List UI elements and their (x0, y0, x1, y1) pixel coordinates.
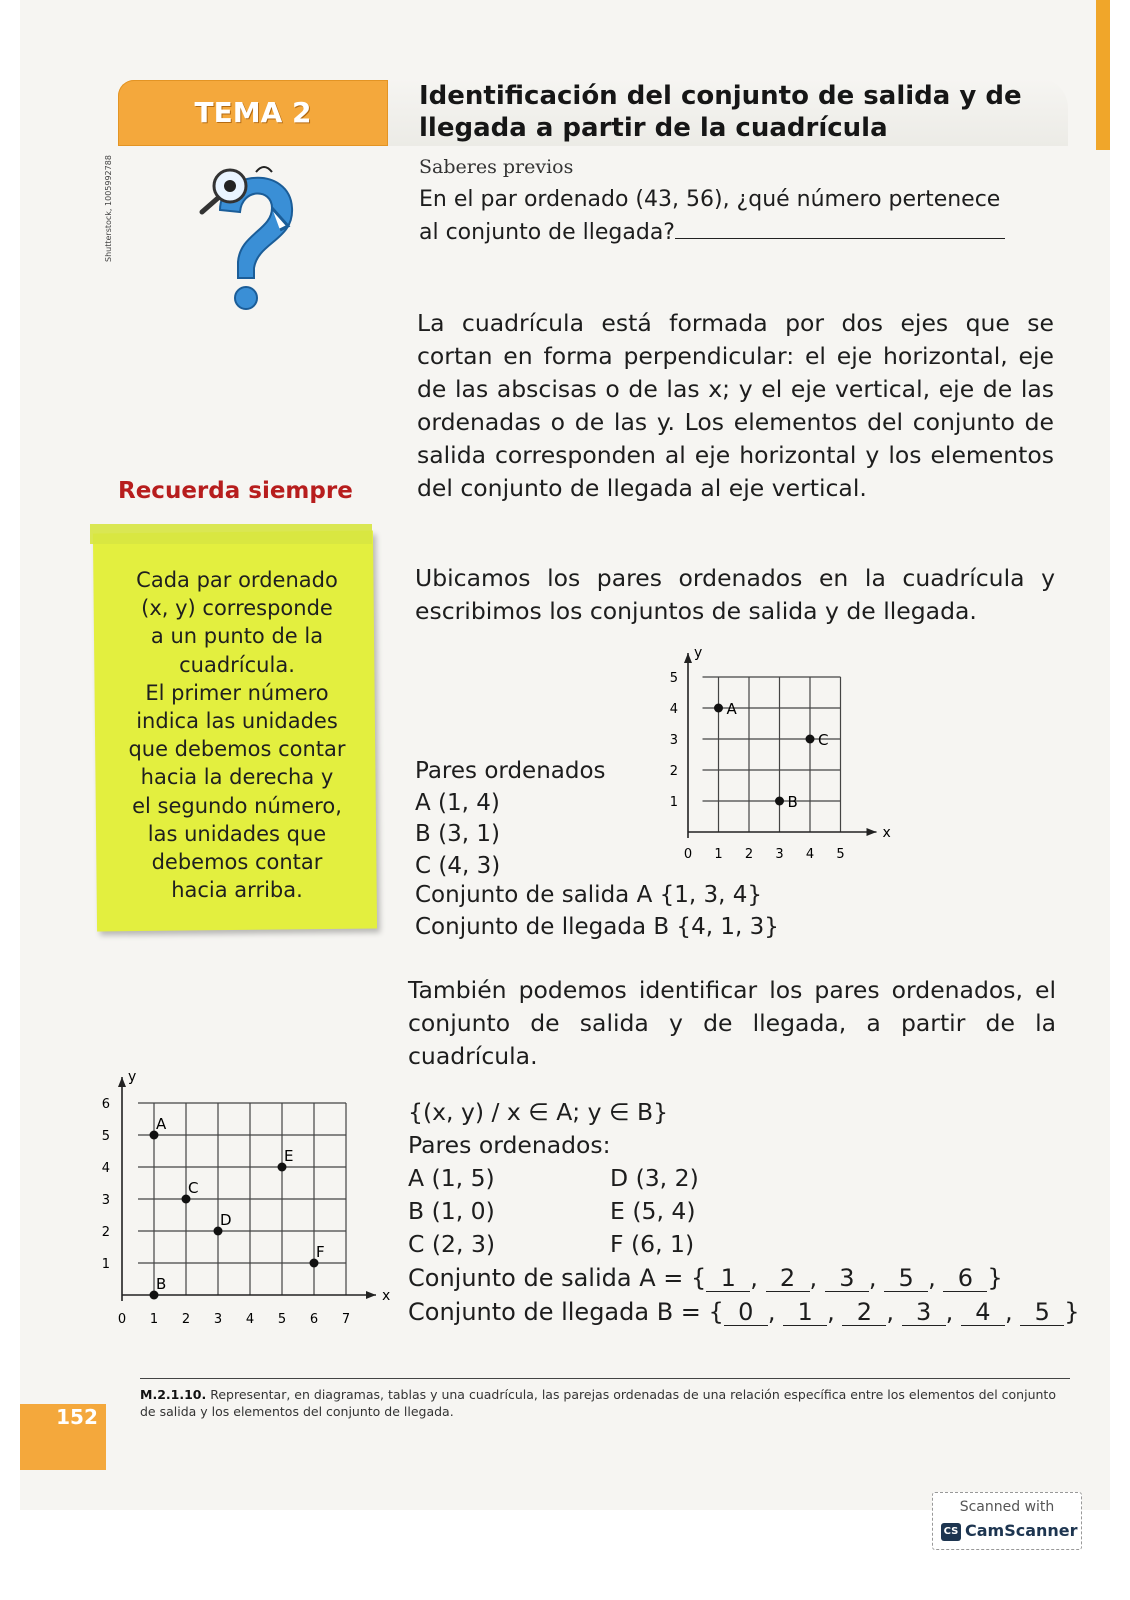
question-mark-mascot-icon (180, 150, 320, 320)
page-number: 152 (56, 1405, 98, 1429)
scanner-watermark (932, 1492, 1082, 1550)
point-label: A (726, 700, 737, 718)
pair-item: F (6, 1) (610, 1230, 695, 1258)
pair-item: C (2, 3) (408, 1230, 496, 1258)
question-line-2 (419, 216, 1059, 249)
y-axis-label: y (694, 645, 703, 661)
llegada-answer (408, 1298, 1080, 1326)
pair-item: A (1, 5) (408, 1164, 495, 1192)
tambien-paragraph: También podemos identificar los pares ordenados, el conjunto de salida y de llegada, a partir de la cuadrícula. (408, 976, 1056, 1070)
y-axis-arrow (118, 1077, 126, 1087)
x-axis-arrow (867, 828, 877, 836)
close-brace: } (987, 1264, 1003, 1292)
example1-sets (415, 880, 779, 943)
question-line-1: En el par ordenado (43, 56), ¿qué número pertenece (419, 187, 1001, 212)
salida-set: Conjunto de salida A {1, 3, 4} (415, 882, 763, 908)
x-tick-label: 3 (775, 847, 784, 862)
note-line: hacia arriba. (171, 878, 303, 903)
tema-label: TEMA 2 (194, 96, 312, 129)
pairs-title: Pares ordenados: (408, 1131, 611, 1159)
note-line: a un punto de la (150, 624, 324, 649)
point-label: D (220, 1211, 232, 1229)
point-b (775, 797, 784, 806)
pair-item: C (4, 3) (415, 852, 501, 879)
pairs-title: Pares ordenados (415, 758, 606, 784)
point-label: A (156, 1115, 167, 1133)
x-tick-label: 6 (309, 1312, 319, 1327)
x-tick-label: 4 (805, 847, 815, 862)
point-label: B (156, 1275, 167, 1293)
separator: , (945, 1298, 954, 1326)
pair-item: D (3, 2) (610, 1164, 699, 1192)
x-tick-label: 2 (181, 1312, 191, 1327)
close-brace: } (1064, 1298, 1080, 1326)
y-tick-label: 3 (101, 1193, 110, 1208)
example2-pairs (408, 1096, 699, 1261)
llegada-blank: 1 (783, 1299, 827, 1326)
llegada-blank: 3 (902, 1299, 946, 1326)
recuerda-text (103, 566, 371, 904)
recuerda-title: Recuerda siempre (118, 478, 353, 504)
separator: , (809, 1264, 818, 1292)
llegada-blank: 4 (961, 1299, 1005, 1326)
point-label: B (787, 793, 798, 811)
y-tick-label: 6 (101, 1097, 110, 1112)
y-axis-label: y (128, 1069, 137, 1085)
separator: , (928, 1264, 936, 1292)
y-tick-label: 1 (669, 795, 678, 810)
x-tick-label: 7 (341, 1312, 351, 1327)
y-tick-label: 2 (101, 1225, 110, 1240)
note-line: debemos contar (151, 850, 323, 875)
llegada-label: Conjunto de llegada B = { (408, 1298, 724, 1326)
note-line: hacia la derecha y (140, 765, 334, 790)
y-tick-label: 5 (101, 1129, 110, 1144)
point-c (806, 735, 815, 744)
title-line-1: Identificación del conjunto de salida y de (419, 81, 1022, 111)
example1-pairs (415, 756, 606, 882)
x-axis-arrow (366, 1291, 376, 1299)
note-line: (x, y) corresponde (141, 596, 333, 621)
tema-tab (118, 80, 388, 146)
saberes-label: Saberes previos (419, 156, 574, 178)
scanner-name: CamScanner (965, 1521, 1078, 1540)
x-axis-label: x (382, 1288, 390, 1304)
x-tick-label: 1 (714, 847, 723, 862)
pair-item: B (1, 0) (408, 1197, 495, 1225)
separator: , (767, 1298, 776, 1326)
note-line: las unidades que (147, 821, 327, 846)
llegada-blank: 5 (1020, 1299, 1064, 1326)
x-tick-label: 0 (683, 847, 693, 862)
camscanner-logo-icon: CS (941, 1523, 961, 1541)
salida-blank: 6 (943, 1265, 987, 1292)
llegada-blank: 2 (842, 1299, 886, 1326)
llegada-set: Conjunto de llegada B {4, 1, 3} (415, 913, 779, 940)
pair-item: E (5, 4) (610, 1197, 696, 1225)
standard-code: M.2.1.10. (140, 1387, 207, 1402)
footer-rule (140, 1378, 1070, 1379)
x-axis-label: x (882, 825, 891, 841)
salida-blank: 1 (706, 1265, 750, 1292)
salida-blank: 3 (825, 1265, 869, 1292)
saberes-question (419, 184, 1059, 249)
question-text-2: al conjunto de llegada? (419, 220, 675, 245)
grid-chart-1 (660, 640, 900, 880)
image-credit: Shutterstock, 1005992788 (104, 155, 113, 262)
pair-item: A (1, 4) (415, 789, 500, 816)
standard-text: Representar, en diagramas, tablas y una cuadrícula, las parejas ordenadas de una relación específica entre los elementos del conjunto de salida y los elementos del conjunto de llegada. (140, 1387, 1056, 1419)
relation: {(x, y) / x ∈ A; y ∈ B} (408, 1098, 669, 1126)
ubicamos-paragraph: Ubicamos los pares ordenados en la cuadrícula y escribimos los conjuntos de salida y de llegada. (415, 564, 1055, 625)
x-tick-label: 1 (149, 1312, 159, 1327)
intro-paragraph: La cuadrícula está formada por dos ejes que se cortan en forma perpendicular: el eje horizontal, eje de las abscisas o de las x; y el eje vertical, eje de las ordenadas o de las y. Los elementos del conjunto de salida corresponden al eje horizontal y los elementos del conjunto de llegada al eje vertical. (417, 309, 1054, 502)
y-tick-label: 2 (669, 764, 678, 779)
footer-standard (140, 1386, 1070, 1420)
note-line: El primer número (145, 680, 329, 705)
scanner-top-text: Scanned with (959, 1499, 1055, 1515)
page-title (419, 80, 1069, 144)
sticky-note-tape (90, 524, 372, 544)
salida-label: Conjunto de salida A = { (408, 1264, 707, 1292)
separator: , (1004, 1298, 1013, 1326)
x-tick-label: 5 (277, 1312, 287, 1327)
separator: , (827, 1298, 835, 1326)
separator: , (750, 1264, 758, 1292)
answer-line[interactable] (675, 216, 1005, 239)
y-tick-label: 1 (101, 1257, 110, 1272)
note-line: que debemos contar (128, 737, 346, 762)
point-a (714, 704, 723, 713)
y-tick-label: 4 (669, 702, 678, 717)
point-label: E (284, 1147, 294, 1165)
x-tick-label: 2 (744, 847, 754, 862)
y-tick-label: 3 (669, 733, 678, 748)
note-line: Cada par ordenado (136, 568, 338, 592)
title-line-2: llegada a partir de la cuadrícula (419, 113, 888, 143)
pair-item: B (3, 1) (415, 821, 500, 847)
salida-answer (408, 1264, 1003, 1292)
note-line: indica las unidades (136, 709, 338, 734)
point-label: C (188, 1179, 199, 1197)
x-tick-label: 5 (836, 847, 845, 862)
y-axis-arrow (684, 653, 692, 663)
x-tick-label: 4 (245, 1312, 255, 1327)
separator: , (886, 1298, 895, 1326)
point-label: C (818, 731, 829, 749)
note-line: el segundo número, (132, 793, 342, 818)
note-line: cuadrícula. (179, 652, 295, 677)
x-tick-label: 3 (213, 1312, 223, 1327)
separator: , (868, 1264, 877, 1292)
y-tick-label: 5 (669, 671, 678, 686)
page-edge-tab (1096, 0, 1110, 150)
salida-blank: 2 (766, 1265, 810, 1292)
point-label: F (316, 1243, 325, 1261)
x-tick-label: 0 (117, 1312, 127, 1327)
y-tick-label: 4 (101, 1161, 110, 1176)
grid-chart-2 (90, 1045, 390, 1345)
salida-blank: 5 (884, 1265, 928, 1292)
llegada-blank: 0 (724, 1299, 768, 1326)
